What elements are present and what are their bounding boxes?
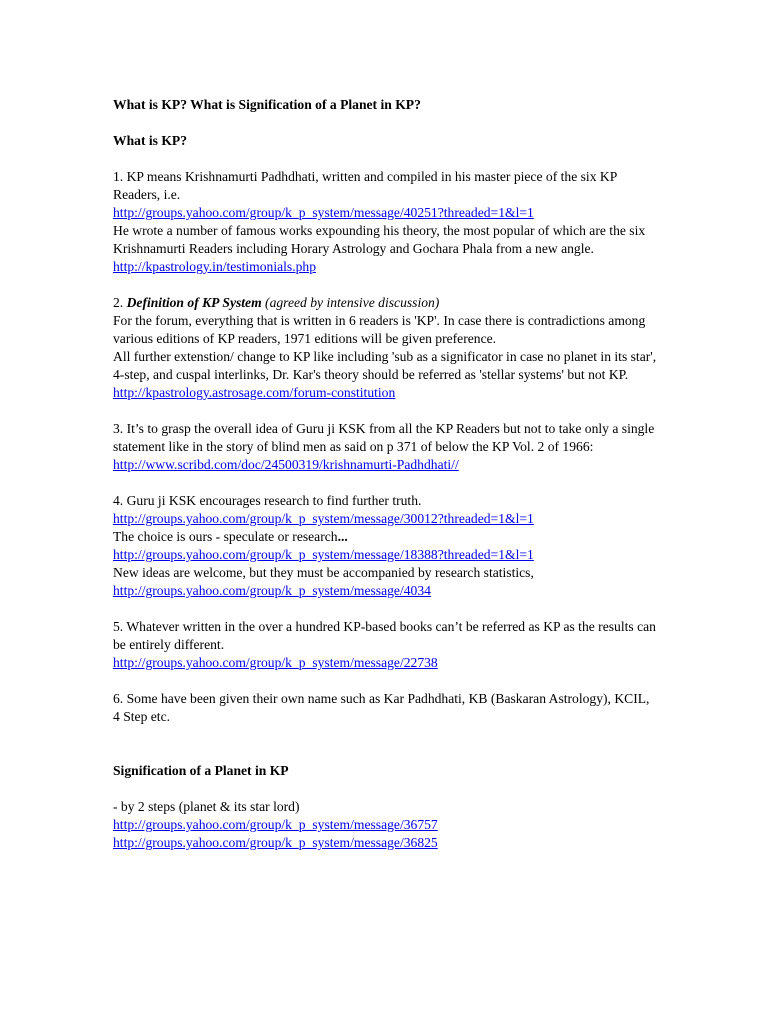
link-scribd-krishnamurti[interactable]: http://www.scribd.com/doc/24500319/krishnamurti-Padhdhati// [113,457,459,472]
paragraph-2-heading [113,294,658,312]
paragraph-1-text: 1. KP means Krishnamurti Padhdhati, written and compiled in his master piece of the six KP Readers, i.e. [113,169,617,202]
definition-note: (agreed by intensive discussion) [261,295,440,310]
paragraph-4-text-3: New ideas are welcome, but they must be accompanied by research statistics, [113,565,534,580]
section-heading-signification: Signification of a Planet in KP [113,763,289,778]
paragraph-5-text: 5. Whatever written in the over a hundred KP-based books can’t be referred as KP as the results can be entirely different. [113,619,656,652]
link-yahoo-18388[interactable]: http://groups.yahoo.com/group/k_p_system/message/18388?threaded=1&l=1 [113,547,534,562]
paragraph-7-text: - by 2 steps (planet & its star lord) [113,799,300,814]
paragraph-3-text: 3. It’s to grasp the overall idea of Guru ji KSK from all the KP Readers but not to take only a single statement like in the story of blind men as said on p 371 of below the KP Vol. 2 of 1966: [113,421,655,454]
document-body [113,96,658,852]
link-yahoo-4034[interactable]: http://groups.yahoo.com/group/k_p_system/message/4034 [113,583,431,598]
section-heading-what-is-kp: What is KP? [113,133,188,148]
link-yahoo-36757[interactable]: http://groups.yahoo.com/group/k_p_system/message/36757 [113,817,438,832]
paragraph-2-text-1: For the forum, everything that is written in 6 readers is 'KP'. In case there is contradictions among various editions of KP readers, 1971 editions will be given preference. [113,313,646,346]
definition-label: Definition of KP System [126,295,262,310]
ellipsis: ... [337,529,348,544]
link-yahoo-30012[interactable]: http://groups.yahoo.com/group/k_p_system/message/30012?threaded=1&l=1 [113,511,534,526]
paragraph-6-text: 6. Some have been given their own name such as Kar Padhdhati, KB (Baskaran Astrology), KCIL, 4 Step etc. [113,691,650,724]
link-forum-constitution[interactable]: http://kpastrology.astrosage.com/forum-constitution [113,385,396,400]
paragraph-1-text-2: He wrote a number of famous works expounding his theory, the most popular of which are the six Krishnamurti Readers including Horary Astrology and Gochara Phala from a new angle. [113,223,646,256]
page-title: What is KP? What is Signification of a Planet in KP? [113,97,421,112]
paragraph-2-number: 2. [113,295,127,310]
paragraph-4-text-1: 4. Guru ji KSK encourages research to find further truth. [113,493,422,508]
link-yahoo-36825[interactable]: http://groups.yahoo.com/group/k_p_system/message/36825 [113,835,438,850]
paragraph-4-text-2 [113,528,658,546]
paragraph-2-text-2: All further extenstion/ change to KP like including 'sub as a significator in case no planet in its star', 4-step, and cuspal interlinks, Dr. Kar's theory should be referred as 'stellar systems' but not KP. [113,349,657,382]
link-yahoo-22738[interactable]: http://groups.yahoo.com/group/k_p_system/message/22738 [113,655,438,670]
link-yahoo-40251[interactable]: http://groups.yahoo.com/group/k_p_system/message/40251?threaded=1&l=1 [113,205,534,220]
link-kpastrology-testimonials[interactable]: http://kpastrology.in/testimonials.php [113,259,317,274]
paragraph-4-text-2-main: The choice is ours - speculate or research [113,529,338,544]
